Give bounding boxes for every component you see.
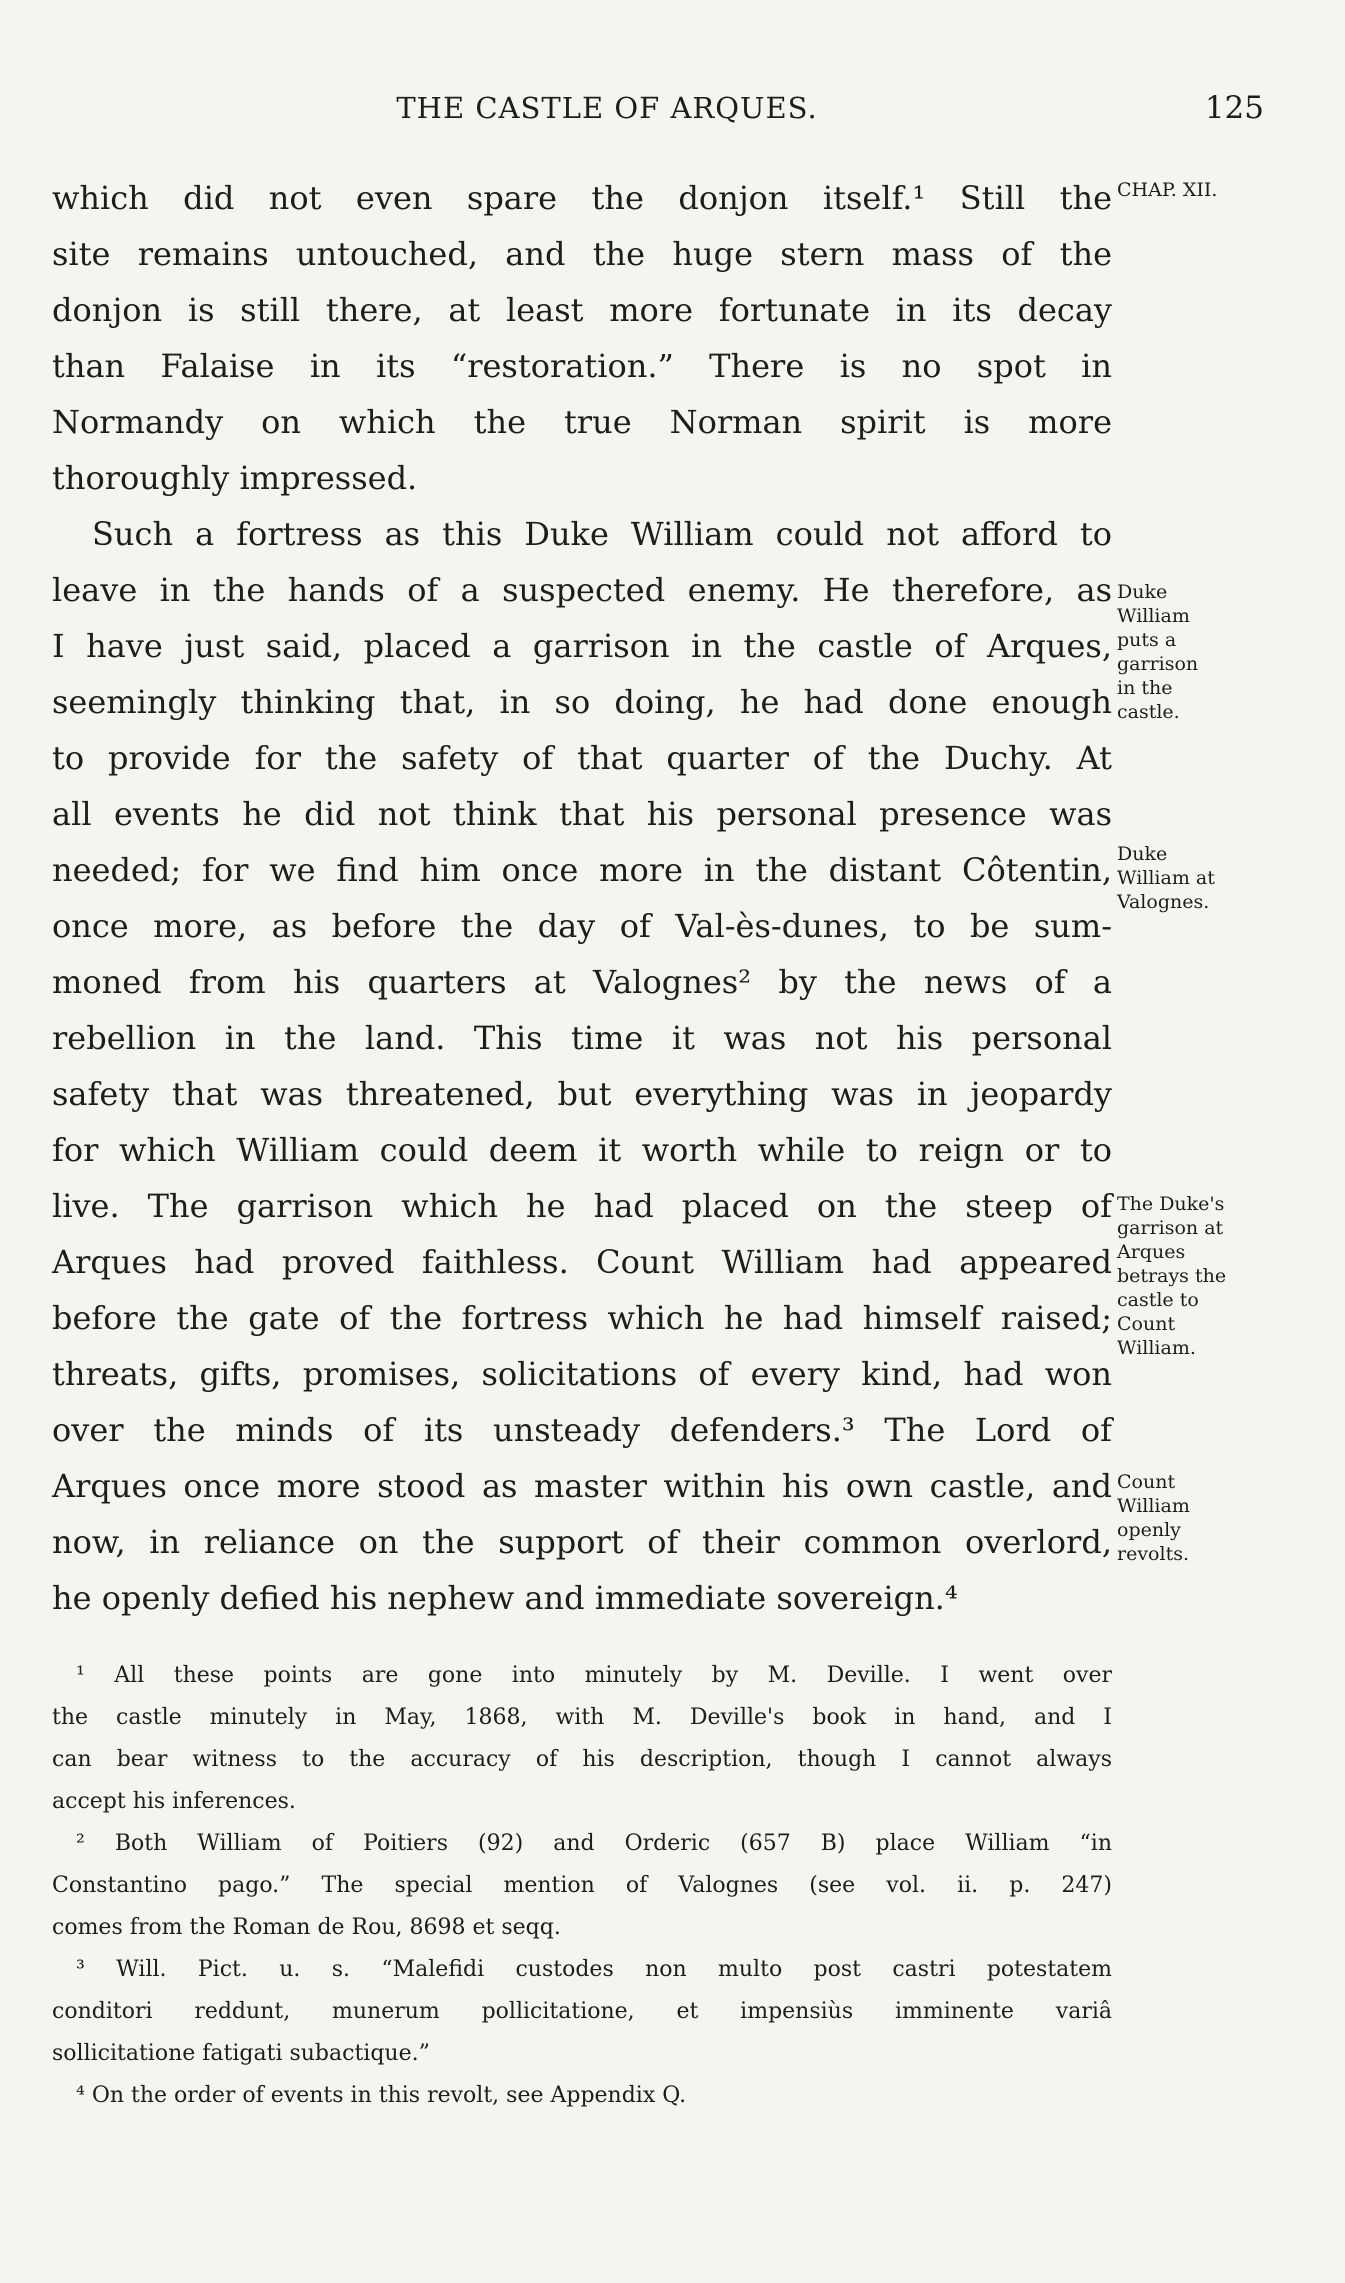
note-line: The Duke's	[1117, 1193, 1225, 1215]
text-line: site remains untouched, and the huge stern mass of the	[52, 235, 1112, 273]
page-number: 125	[1204, 90, 1264, 126]
note-line: castle.	[1117, 701, 1180, 723]
text-line: live. The garrison which he had placed on the steep of	[52, 1187, 1112, 1225]
footnote-line: ² Both William of Poitiers (92) and Orderic (657 B) place William “in	[76, 1831, 1112, 1856]
text-line: seemingly thinking that, in so doing, he had done enough	[52, 683, 1112, 721]
margin-note	[1117, 580, 1275, 724]
note-line: in the	[1117, 677, 1173, 699]
text-line: once more, as before the day of Val-ès-dunes, to be sum-	[52, 907, 1112, 945]
note-line: Duke	[1117, 843, 1168, 865]
text-line: leave in the hands of a suspected enemy. He therefore, as	[52, 571, 1112, 609]
footnote-line: ⁴ On the order of events in this revolt, see Appendix Q.	[76, 2083, 687, 2108]
footnote-line: can bear witness to the accuracy of his description, though I cannot always	[52, 1747, 1112, 1772]
body-text	[52, 170, 1112, 1626]
footnote-line: accept his inferences.	[52, 1789, 296, 1814]
note-line: puts a	[1117, 629, 1177, 651]
text-line: Such a fortress as this Duke William could not afford to	[92, 515, 1112, 553]
chapter-marker	[1117, 178, 1275, 202]
text-line: which did not even spare the donjon itself.¹ Still the	[52, 179, 1112, 217]
running-head	[52, 86, 1264, 130]
text-line: all events he did not think that his personal presence was	[52, 795, 1112, 833]
text-line: donjon is still there, at least more fortunate in its decay	[52, 291, 1112, 329]
note-line: garrison	[1117, 653, 1199, 675]
text-line: he openly defied his nephew and immediate sovereign.⁴	[52, 1579, 958, 1617]
note-line: revolts.	[1117, 1543, 1190, 1565]
note-line: garrison at	[1117, 1217, 1224, 1239]
note-line: CHAP. XII.	[1117, 179, 1218, 201]
note-line: Arques	[1117, 1241, 1186, 1263]
footnote-line: ³ Will. Pict. u. s. “Malefidi custodes non multo post castri potestatem	[76, 1957, 1112, 1982]
footnotes	[52, 1655, 1112, 2117]
running-title: THE CASTLE OF ARQUES.	[396, 91, 818, 125]
text-line: safety that was threatened, but everything was in jeopardy	[52, 1075, 1112, 1113]
text-line: over the minds of its unsteady defenders.³ The Lord of	[52, 1411, 1112, 1449]
footnote-line: ¹ All these points are gone into minutely by M. Deville. I went over	[76, 1663, 1112, 1688]
text-line: needed; for we find him once more in the distant Côtentin,	[52, 851, 1112, 889]
note-line: Valognes.	[1117, 891, 1210, 913]
footnote-line: conditori reddunt, munerum pollicitatione, et impensiùs imminente variâ	[52, 1999, 1112, 2024]
text-line: Arques once more stood as master within his own castle, and	[52, 1467, 1112, 1505]
note-line: William	[1117, 605, 1190, 627]
text-line: to provide for the safety of that quarter of the Duchy. At	[52, 739, 1112, 777]
text-line: threats, gifts, promises, solicitations of every kind, had won	[52, 1355, 1112, 1393]
footnote-line: Constantino pago.” The special mention of Valognes (see vol. ii. p. 247)	[52, 1873, 1112, 1898]
note-line: betrays the	[1117, 1265, 1227, 1287]
text-line: moned from his quarters at Valognes² by the news of a	[52, 963, 1112, 1001]
text-line: than Falaise in its “restoration.” There is no spot in	[52, 347, 1112, 385]
note-line: Count	[1117, 1313, 1176, 1335]
text-line: rebellion in the land. This time it was not his personal	[52, 1019, 1112, 1057]
note-line: William	[1117, 1495, 1190, 1517]
note-line: William at	[1117, 867, 1215, 889]
note-line: William.	[1117, 1337, 1196, 1359]
footnote-line: the castle minutely in May, 1868, with M. Deville's book in hand, and I	[52, 1705, 1112, 1730]
text-line: before the gate of the fortress which he had himself raised;	[52, 1299, 1112, 1337]
text-line: I have just said, placed a garrison in the castle of Arques,	[52, 627, 1112, 665]
margin-note	[1117, 1192, 1275, 1360]
text-line: thoroughly impressed.	[52, 459, 418, 497]
note-line: openly	[1117, 1519, 1181, 1541]
text-line: Arques had proved faithless. Count William had appeared	[52, 1243, 1112, 1281]
margin-note	[1117, 1470, 1275, 1566]
note-line: Count	[1117, 1471, 1176, 1493]
text-line: Normandy on which the true Norman spirit is more	[52, 403, 1112, 441]
text-line: for which William could deem it worth while to reign or to	[52, 1131, 1112, 1169]
note-line: Duke	[1117, 581, 1168, 603]
note-line: castle to	[1117, 1289, 1199, 1311]
footnote-line: sollicitatione fatigati subactique.”	[52, 2041, 430, 2066]
text-line: now, in reliance on the support of their common overlord,	[52, 1523, 1112, 1561]
footnote-line: comes from the Roman de Rou, 8698 et seqq.	[52, 1915, 561, 1940]
margin-note	[1117, 842, 1275, 914]
